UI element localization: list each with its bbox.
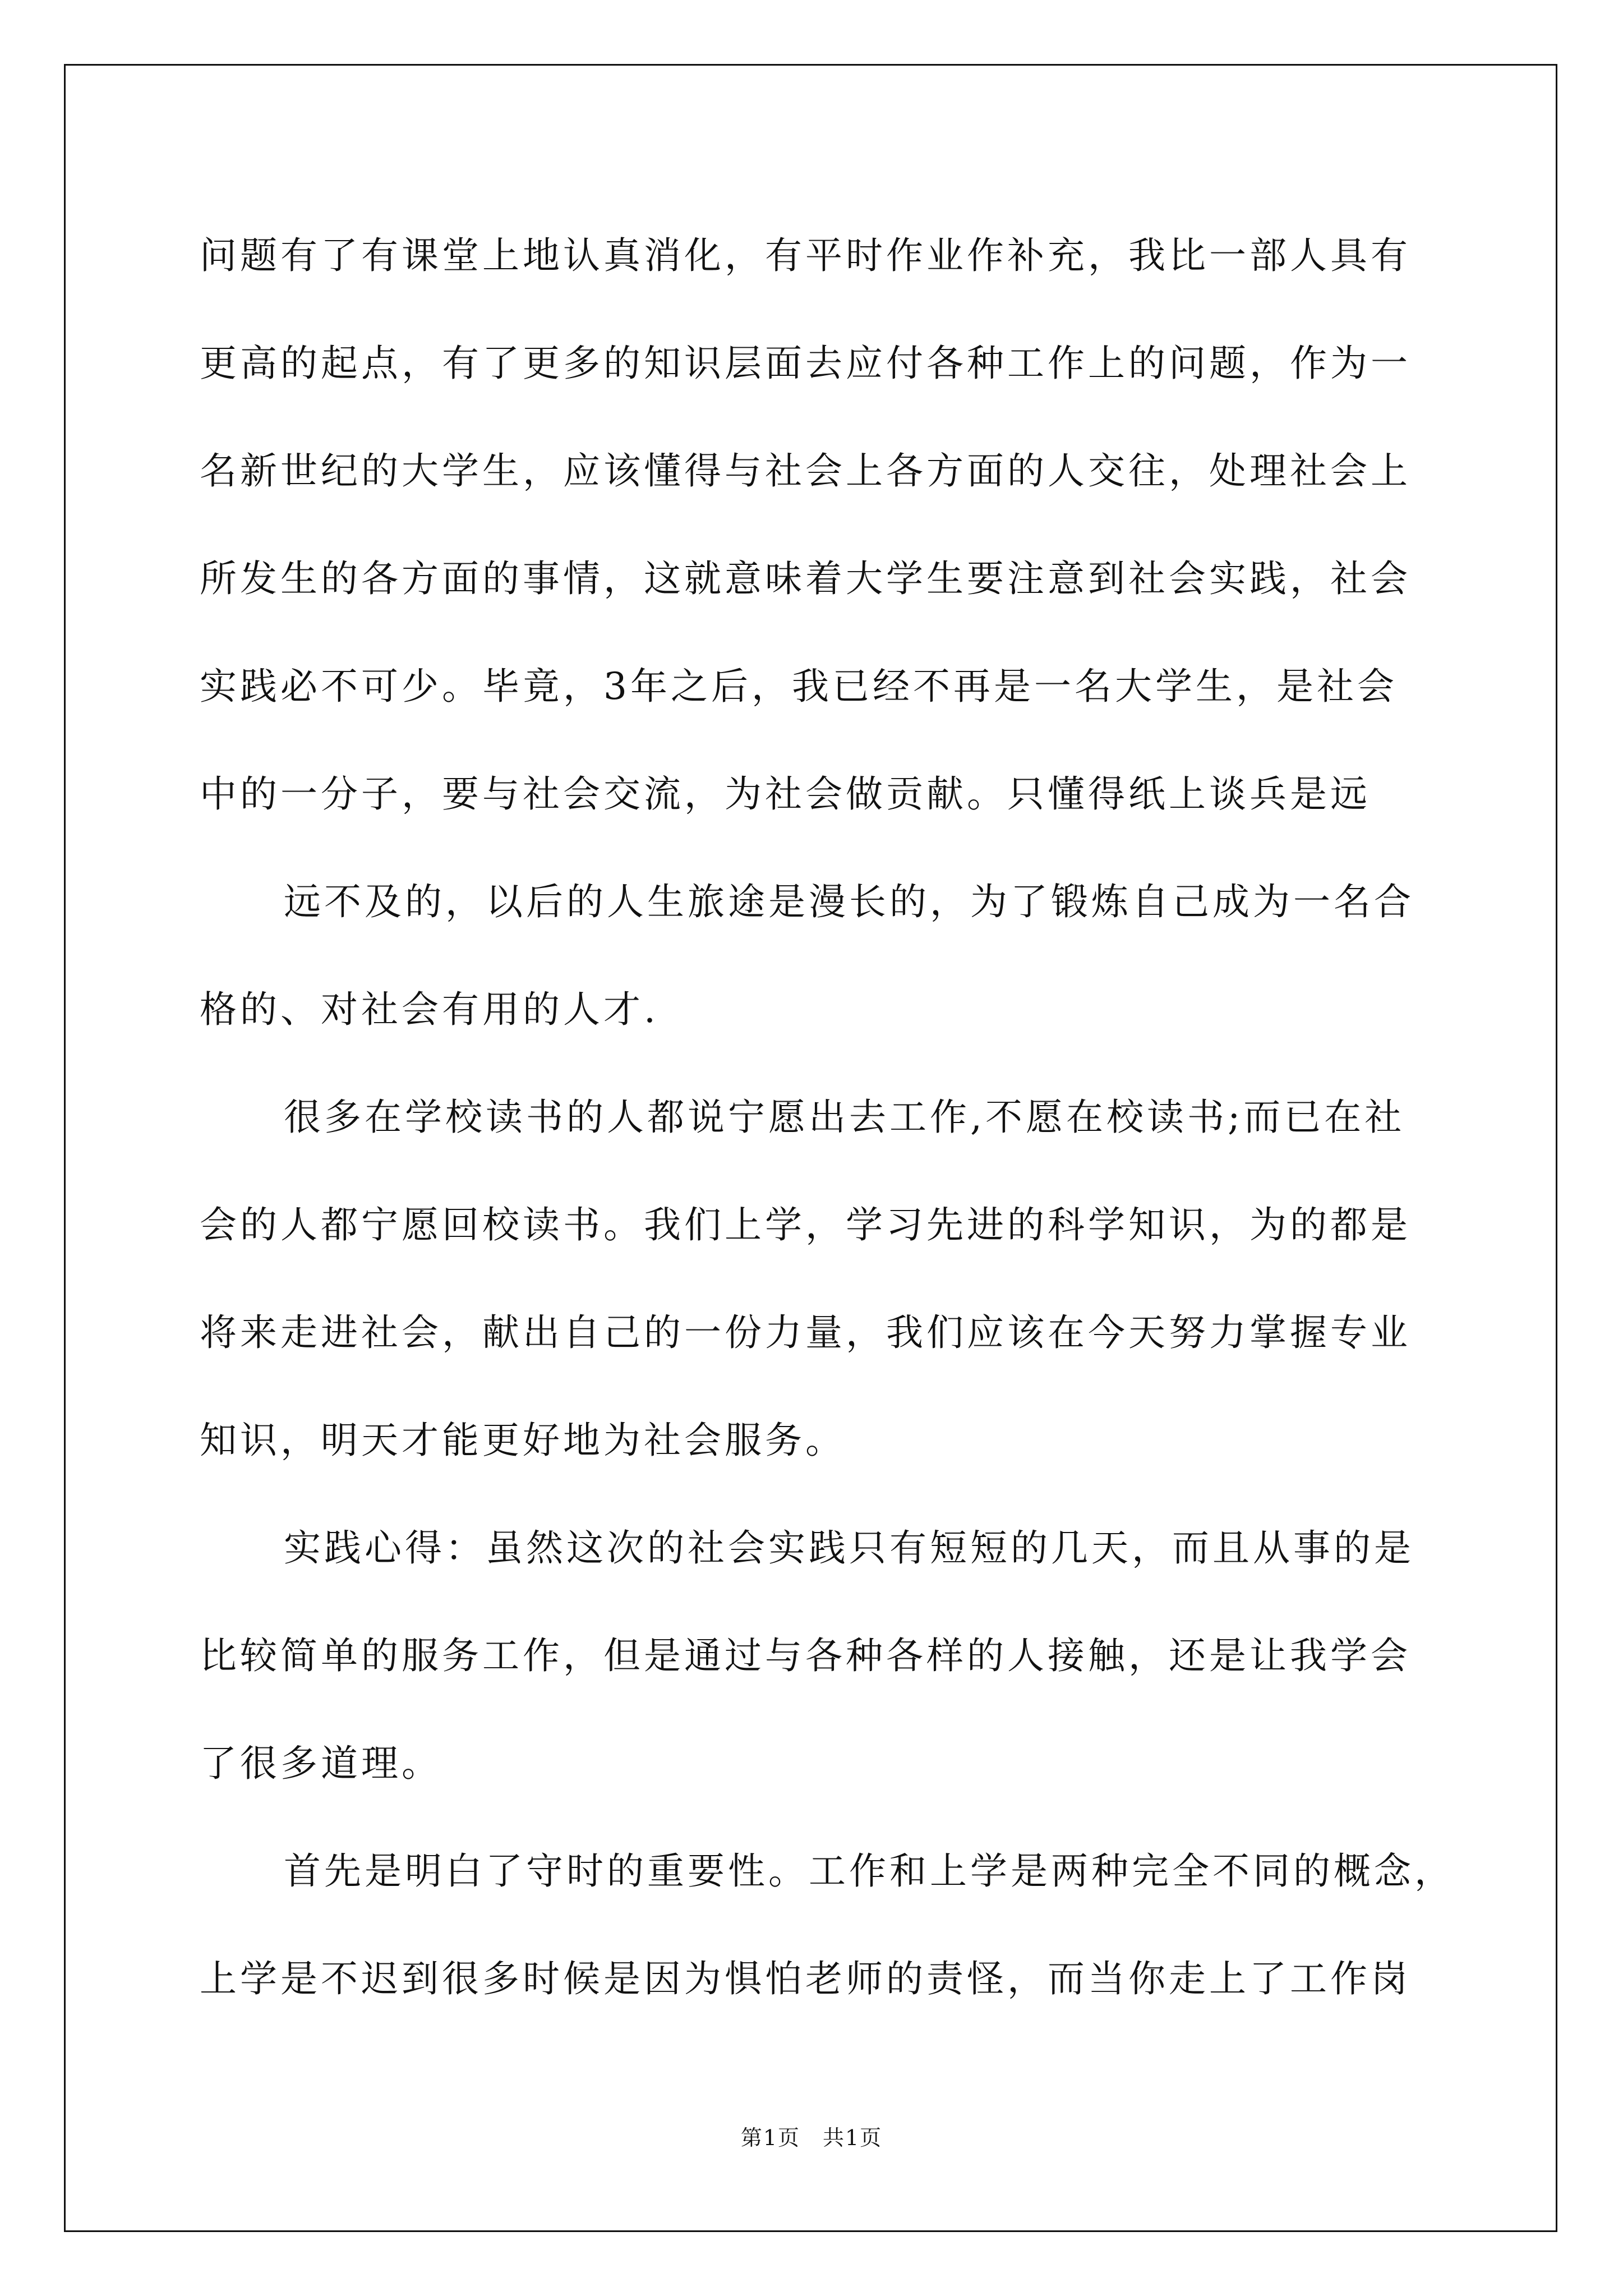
text-line: 所发生的各方面的事情，这就意味着大学生要注意到社会实践，社会 — [200, 557, 1411, 600]
text-line: 很多在学校读书的人都说宁愿出去工作,不愿在校读书;而已在社 — [284, 1096, 1405, 1139]
text-line: 将来走进社会，献出自己的一份力量，我们应该在今天努力掌握专业 — [200, 1311, 1411, 1354]
text-line: 中的一分子，要与社会交流，为社会做贡献。只懂得纸上谈兵是远 — [200, 772, 1371, 816]
text-line: 远不及的，以后的人生旅途是漫长的，为了锻炼自己成为一名合 — [284, 880, 1414, 923]
text-line: 会的人都宁愿回校读书。我们上学，学习先进的科学知识，为的都是 — [200, 1203, 1411, 1246]
text-line: 上学是不迟到很多时候是因为惧怕老师的责怪，而当你走上了工作岗 — [200, 1957, 1411, 2000]
text-line: 比较简单的服务工作，但是通过与各种各样的人接触，还是让我学会 — [200, 1634, 1411, 1677]
text-line: 实践必不可少。毕竟，3年之后，我已经不再是一名大学生，是社会 — [200, 665, 1398, 708]
text-line: 实践心得：虽然这次的社会实践只有短短的几天，而且从事的是 — [284, 1526, 1414, 1570]
text-line: 了很多道理。 — [200, 1742, 442, 1785]
text-line: 格的、对社会有用的人才. — [200, 988, 659, 1031]
page-total: 共1页 — [823, 2125, 883, 2150]
document-body — [200, 202, 1455, 2033]
text-line: 名新世纪的大学生，应该懂得与社会上各方面的人交往，处理社会上 — [200, 449, 1411, 493]
page-number: 第1页 — [740, 2125, 800, 2150]
text-line: 知识，明天才能更好地为社会服务。 — [200, 1419, 846, 1462]
page-footer — [0, 2120, 1623, 2151]
text-line: 问题有了有课堂上地认真消化，有平时作业作补充，我比一部人具有 — [200, 234, 1411, 277]
text-line: 更高的起点，有了更多的知识层面去应付各种工作上的问题，作为一 — [200, 342, 1411, 385]
text-line: 首先是明白了守时的重要性。工作和上学是两种完全不同的概念， — [284, 1849, 1455, 1893]
